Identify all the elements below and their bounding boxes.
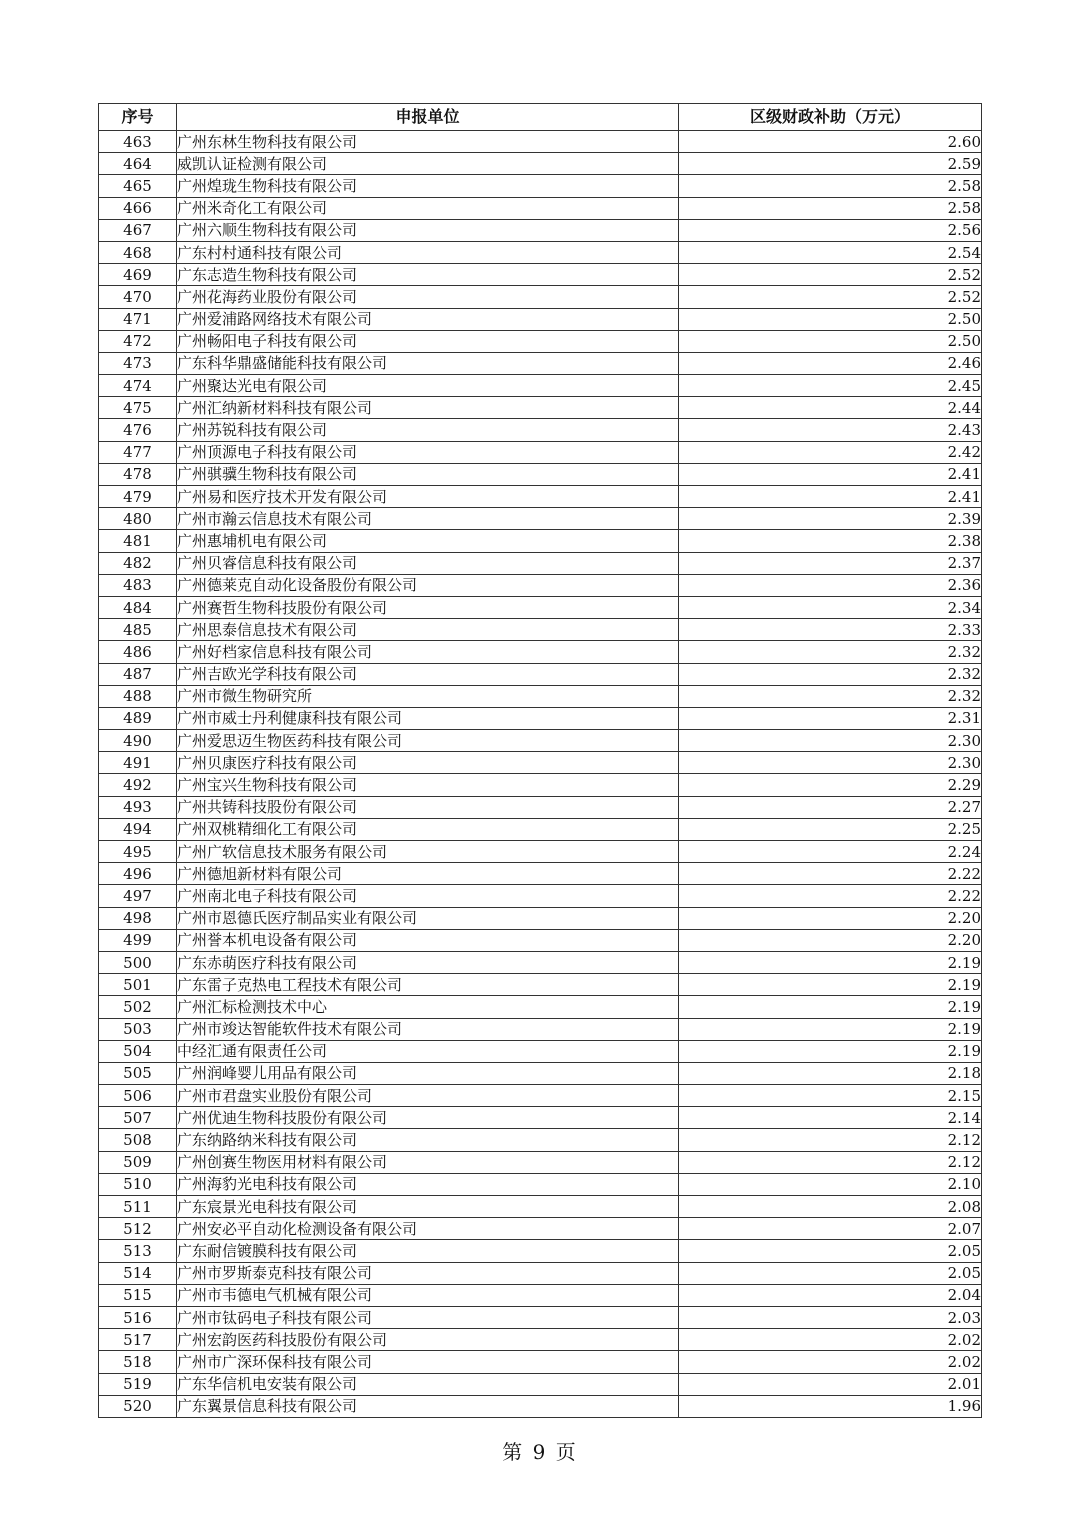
row-unit-name: 广州贝康医疗科技有限公司 bbox=[177, 752, 679, 774]
table-row bbox=[99, 774, 982, 796]
row-seq: 463 bbox=[99, 131, 177, 153]
row-seq: 486 bbox=[99, 641, 177, 663]
row-subsidy-value: 2.50 bbox=[679, 308, 982, 330]
row-unit-name: 广州优迪生物科技股份有限公司 bbox=[177, 1107, 679, 1129]
row-subsidy-value: 2.10 bbox=[679, 1173, 982, 1195]
row-subsidy-value: 2.36 bbox=[679, 574, 982, 596]
row-seq: 475 bbox=[99, 397, 177, 419]
table-row bbox=[99, 530, 982, 552]
subsidy-table bbox=[98, 103, 982, 1418]
row-seq: 497 bbox=[99, 885, 177, 907]
row-unit-name: 广州汇纳新材料科技有限公司 bbox=[177, 397, 679, 419]
row-subsidy-value: 2.54 bbox=[679, 241, 982, 263]
row-seq: 480 bbox=[99, 508, 177, 530]
table-row bbox=[99, 707, 982, 729]
table-row bbox=[99, 219, 982, 241]
table-row bbox=[99, 375, 982, 397]
table-row bbox=[99, 796, 982, 818]
row-unit-name: 广州苏锐科技有限公司 bbox=[177, 419, 679, 441]
row-unit-name: 广州米奇化工有限公司 bbox=[177, 197, 679, 219]
row-seq: 494 bbox=[99, 818, 177, 840]
row-subsidy-value: 2.22 bbox=[679, 885, 982, 907]
table-row bbox=[99, 552, 982, 574]
row-subsidy-value: 2.12 bbox=[679, 1129, 982, 1151]
table-row bbox=[99, 996, 982, 1018]
row-seq: 500 bbox=[99, 951, 177, 973]
row-seq: 477 bbox=[99, 441, 177, 463]
row-subsidy-value: 2.37 bbox=[679, 552, 982, 574]
table-row bbox=[99, 907, 982, 929]
row-unit-name: 广州德莱克自动化设备股份有限公司 bbox=[177, 574, 679, 596]
table-row bbox=[99, 1395, 982, 1417]
row-subsidy-value: 2.52 bbox=[679, 264, 982, 286]
row-unit-name: 广州市恩德氏医疗制品实业有限公司 bbox=[177, 907, 679, 929]
table-row bbox=[99, 574, 982, 596]
row-subsidy-value: 2.12 bbox=[679, 1151, 982, 1173]
table-row bbox=[99, 397, 982, 419]
row-subsidy-value: 2.01 bbox=[679, 1373, 982, 1395]
row-seq: 501 bbox=[99, 974, 177, 996]
row-unit-name: 广州广软信息技术服务有限公司 bbox=[177, 841, 679, 863]
row-subsidy-value: 2.27 bbox=[679, 796, 982, 818]
row-subsidy-value: 2.02 bbox=[679, 1329, 982, 1351]
row-unit-name: 广州市罗斯泰克科技有限公司 bbox=[177, 1262, 679, 1284]
row-seq: 499 bbox=[99, 929, 177, 951]
row-subsidy-value: 2.19 bbox=[679, 1040, 982, 1062]
table-row bbox=[99, 596, 982, 618]
row-seq: 465 bbox=[99, 175, 177, 197]
row-seq: 496 bbox=[99, 863, 177, 885]
row-subsidy-value: 2.39 bbox=[679, 508, 982, 530]
row-subsidy-value: 2.29 bbox=[679, 774, 982, 796]
table-row bbox=[99, 1129, 982, 1151]
row-unit-name: 广州骐骥生物科技有限公司 bbox=[177, 463, 679, 485]
row-seq: 470 bbox=[99, 286, 177, 308]
row-seq: 510 bbox=[99, 1173, 177, 1195]
row-subsidy-value: 2.07 bbox=[679, 1218, 982, 1240]
table-row bbox=[99, 1218, 982, 1240]
row-seq: 503 bbox=[99, 1018, 177, 1040]
table-row bbox=[99, 131, 982, 153]
table-row bbox=[99, 286, 982, 308]
header-subsidy: 区级财政补助（万元） bbox=[679, 104, 982, 131]
row-subsidy-value: 2.18 bbox=[679, 1062, 982, 1084]
row-unit-name: 广州聚达光电有限公司 bbox=[177, 375, 679, 397]
table-row bbox=[99, 1329, 982, 1351]
table-row bbox=[99, 153, 982, 175]
row-seq: 493 bbox=[99, 796, 177, 818]
row-subsidy-value: 2.19 bbox=[679, 996, 982, 1018]
table-row bbox=[99, 175, 982, 197]
row-unit-name: 广州易和医疗技术开发有限公司 bbox=[177, 486, 679, 508]
row-subsidy-value: 2.04 bbox=[679, 1284, 982, 1306]
row-seq: 482 bbox=[99, 552, 177, 574]
row-unit-name: 广州市瀚云信息技术有限公司 bbox=[177, 508, 679, 530]
row-subsidy-value: 2.41 bbox=[679, 486, 982, 508]
row-seq: 520 bbox=[99, 1395, 177, 1417]
row-seq: 519 bbox=[99, 1373, 177, 1395]
row-seq: 481 bbox=[99, 530, 177, 552]
table-row bbox=[99, 308, 982, 330]
row-unit-name: 广州爱思迈生物医药科技有限公司 bbox=[177, 730, 679, 752]
row-subsidy-value: 2.19 bbox=[679, 1018, 982, 1040]
row-unit-name: 广州誉本机电设备有限公司 bbox=[177, 929, 679, 951]
row-unit-name: 广州思泰信息技术有限公司 bbox=[177, 619, 679, 641]
row-subsidy-value: 2.32 bbox=[679, 685, 982, 707]
row-unit-name: 广州赛哲生物科技股份有限公司 bbox=[177, 596, 679, 618]
table-row bbox=[99, 974, 982, 996]
row-subsidy-value: 2.52 bbox=[679, 286, 982, 308]
row-unit-name: 广州市韦德电气机械有限公司 bbox=[177, 1284, 679, 1306]
row-unit-name: 广州德旭新材料有限公司 bbox=[177, 863, 679, 885]
row-unit-name: 广州宝兴生物科技有限公司 bbox=[177, 774, 679, 796]
table-row bbox=[99, 241, 982, 263]
row-seq: 491 bbox=[99, 752, 177, 774]
row-subsidy-value: 2.32 bbox=[679, 641, 982, 663]
row-subsidy-value: 2.30 bbox=[679, 730, 982, 752]
row-seq: 516 bbox=[99, 1306, 177, 1328]
row-subsidy-value: 1.96 bbox=[679, 1395, 982, 1417]
row-seq: 488 bbox=[99, 685, 177, 707]
row-seq: 473 bbox=[99, 352, 177, 374]
row-seq: 485 bbox=[99, 619, 177, 641]
row-seq: 476 bbox=[99, 419, 177, 441]
table-row bbox=[99, 1196, 982, 1218]
row-unit-name: 广州双桃精细化工有限公司 bbox=[177, 818, 679, 840]
row-subsidy-value: 2.24 bbox=[679, 841, 982, 863]
row-unit-name: 广州市广深环保科技有限公司 bbox=[177, 1351, 679, 1373]
table-row bbox=[99, 863, 982, 885]
table-row bbox=[99, 441, 982, 463]
row-unit-name: 广州吉欧光学科技有限公司 bbox=[177, 663, 679, 685]
row-unit-name: 广州花海药业股份有限公司 bbox=[177, 286, 679, 308]
row-seq: 484 bbox=[99, 596, 177, 618]
row-seq: 472 bbox=[99, 330, 177, 352]
row-unit-name: 广州贝睿信息科技有限公司 bbox=[177, 552, 679, 574]
row-subsidy-value: 2.50 bbox=[679, 330, 982, 352]
row-unit-name: 广东耐信镀膜科技有限公司 bbox=[177, 1240, 679, 1262]
table-row bbox=[99, 1240, 982, 1262]
row-seq: 490 bbox=[99, 730, 177, 752]
row-seq: 498 bbox=[99, 907, 177, 929]
table-row bbox=[99, 1173, 982, 1195]
row-subsidy-value: 2.59 bbox=[679, 153, 982, 175]
row-subsidy-value: 2.30 bbox=[679, 752, 982, 774]
row-subsidy-value: 2.41 bbox=[679, 463, 982, 485]
row-subsidy-value: 2.38 bbox=[679, 530, 982, 552]
row-unit-name: 广州海豹光电科技有限公司 bbox=[177, 1173, 679, 1195]
row-unit-name: 广州市微生物研究所 bbox=[177, 685, 679, 707]
row-seq: 514 bbox=[99, 1262, 177, 1284]
row-seq: 478 bbox=[99, 463, 177, 485]
table-row bbox=[99, 685, 982, 707]
table-row bbox=[99, 1306, 982, 1328]
row-subsidy-value: 2.45 bbox=[679, 375, 982, 397]
table-row bbox=[99, 951, 982, 973]
table-row bbox=[99, 463, 982, 485]
row-subsidy-value: 2.33 bbox=[679, 619, 982, 641]
table-row bbox=[99, 1107, 982, 1129]
table-row bbox=[99, 1262, 982, 1284]
row-subsidy-value: 2.46 bbox=[679, 352, 982, 374]
row-unit-name: 广州爱浦路网络技术有限公司 bbox=[177, 308, 679, 330]
row-unit-name: 广东村村通科技有限公司 bbox=[177, 241, 679, 263]
row-seq: 483 bbox=[99, 574, 177, 596]
table-row bbox=[99, 486, 982, 508]
row-unit-name: 广州六顺生物科技有限公司 bbox=[177, 219, 679, 241]
header-unit: 申报单位 bbox=[177, 104, 679, 131]
row-seq: 464 bbox=[99, 153, 177, 175]
row-seq: 492 bbox=[99, 774, 177, 796]
row-unit-name: 广州惠埔机电有限公司 bbox=[177, 530, 679, 552]
row-unit-name: 广州南北电子科技有限公司 bbox=[177, 885, 679, 907]
row-subsidy-value: 2.02 bbox=[679, 1351, 982, 1373]
page-number: 第 9 页 bbox=[502, 1440, 578, 1464]
row-unit-name: 广东赤萌医疗科技有限公司 bbox=[177, 951, 679, 973]
row-unit-name: 广州共铸科技股份有限公司 bbox=[177, 796, 679, 818]
table-row bbox=[99, 730, 982, 752]
row-seq: 467 bbox=[99, 219, 177, 241]
row-subsidy-value: 2.08 bbox=[679, 1196, 982, 1218]
row-unit-name: 广东翼景信息科技有限公司 bbox=[177, 1395, 679, 1417]
table-row bbox=[99, 1062, 982, 1084]
header-seq: 序号 bbox=[99, 104, 177, 131]
row-subsidy-value: 2.56 bbox=[679, 219, 982, 241]
table-row bbox=[99, 663, 982, 685]
row-subsidy-value: 2.14 bbox=[679, 1107, 982, 1129]
row-subsidy-value: 2.42 bbox=[679, 441, 982, 463]
row-seq: 502 bbox=[99, 996, 177, 1018]
row-seq: 487 bbox=[99, 663, 177, 685]
row-subsidy-value: 2.19 bbox=[679, 951, 982, 973]
row-unit-name: 广州煌珑生物科技有限公司 bbox=[177, 175, 679, 197]
table-row bbox=[99, 419, 982, 441]
row-seq: 508 bbox=[99, 1129, 177, 1151]
table-row bbox=[99, 352, 982, 374]
row-unit-name: 广东纳路纳米科技有限公司 bbox=[177, 1129, 679, 1151]
row-unit-name: 广州市竣达智能软件技术有限公司 bbox=[177, 1018, 679, 1040]
row-unit-name: 广州安必平自动化检测设备有限公司 bbox=[177, 1218, 679, 1240]
row-unit-name: 广东志造生物科技有限公司 bbox=[177, 264, 679, 286]
row-seq: 471 bbox=[99, 308, 177, 330]
table-row bbox=[99, 1151, 982, 1173]
row-unit-name: 广州汇标检测技术中心 bbox=[177, 996, 679, 1018]
row-unit-name: 广东雷子克热电工程技术有限公司 bbox=[177, 974, 679, 996]
table-row bbox=[99, 1040, 982, 1062]
row-unit-name: 广东华信机电安装有限公司 bbox=[177, 1373, 679, 1395]
row-subsidy-value: 2.32 bbox=[679, 663, 982, 685]
table-row bbox=[99, 619, 982, 641]
table-row bbox=[99, 1085, 982, 1107]
row-seq: 517 bbox=[99, 1329, 177, 1351]
row-seq: 512 bbox=[99, 1218, 177, 1240]
row-unit-name: 广州好档家信息科技有限公司 bbox=[177, 641, 679, 663]
row-unit-name: 广东科华鼎盛储能科技有限公司 bbox=[177, 352, 679, 374]
row-seq: 466 bbox=[99, 197, 177, 219]
row-subsidy-value: 2.05 bbox=[679, 1262, 982, 1284]
row-subsidy-value: 2.20 bbox=[679, 907, 982, 929]
row-seq: 468 bbox=[99, 241, 177, 263]
row-seq: 515 bbox=[99, 1284, 177, 1306]
row-unit-name: 广州创赛生物医用材料有限公司 bbox=[177, 1151, 679, 1173]
row-subsidy-value: 2.22 bbox=[679, 863, 982, 885]
table-row bbox=[99, 508, 982, 530]
row-seq: 489 bbox=[99, 707, 177, 729]
row-unit-name: 广州市钛码电子科技有限公司 bbox=[177, 1306, 679, 1328]
row-seq: 479 bbox=[99, 486, 177, 508]
row-unit-name: 中经汇通有限责任公司 bbox=[177, 1040, 679, 1062]
table-row bbox=[99, 1018, 982, 1040]
row-subsidy-value: 2.31 bbox=[679, 707, 982, 729]
row-seq: 518 bbox=[99, 1351, 177, 1373]
table-row bbox=[99, 1351, 982, 1373]
row-unit-name: 广州东林生物科技有限公司 bbox=[177, 131, 679, 153]
row-subsidy-value: 2.44 bbox=[679, 397, 982, 419]
row-seq: 506 bbox=[99, 1085, 177, 1107]
row-seq: 495 bbox=[99, 841, 177, 863]
row-subsidy-value: 2.15 bbox=[679, 1085, 982, 1107]
table-row bbox=[99, 641, 982, 663]
row-seq: 474 bbox=[99, 375, 177, 397]
row-seq: 505 bbox=[99, 1062, 177, 1084]
table-row bbox=[99, 330, 982, 352]
table-row bbox=[99, 929, 982, 951]
table-row bbox=[99, 841, 982, 863]
table-row bbox=[99, 1284, 982, 1306]
row-subsidy-value: 2.20 bbox=[679, 929, 982, 951]
row-subsidy-value: 2.03 bbox=[679, 1306, 982, 1328]
row-unit-name: 广州宏韵医药科技股份有限公司 bbox=[177, 1329, 679, 1351]
row-seq: 469 bbox=[99, 264, 177, 286]
row-subsidy-value: 2.60 bbox=[679, 131, 982, 153]
table-row bbox=[99, 197, 982, 219]
row-seq: 507 bbox=[99, 1107, 177, 1129]
row-subsidy-value: 2.25 bbox=[679, 818, 982, 840]
table-row bbox=[99, 885, 982, 907]
row-subsidy-value: 2.58 bbox=[679, 197, 982, 219]
table-row bbox=[99, 264, 982, 286]
row-unit-name: 广东宸景光电科技有限公司 bbox=[177, 1196, 679, 1218]
header-row bbox=[99, 104, 982, 131]
row-unit-name: 广州畅阳电子科技有限公司 bbox=[177, 330, 679, 352]
row-seq: 513 bbox=[99, 1240, 177, 1262]
row-seq: 511 bbox=[99, 1196, 177, 1218]
row-unit-name: 广州市威士丹利健康科技有限公司 bbox=[177, 707, 679, 729]
row-subsidy-value: 2.58 bbox=[679, 175, 982, 197]
row-subsidy-value: 2.19 bbox=[679, 974, 982, 996]
row-subsidy-value: 2.05 bbox=[679, 1240, 982, 1262]
row-seq: 504 bbox=[99, 1040, 177, 1062]
table-row bbox=[99, 818, 982, 840]
table-header bbox=[99, 104, 982, 131]
row-unit-name: 广州顶源电子科技有限公司 bbox=[177, 441, 679, 463]
row-unit-name: 广州润峰婴儿用品有限公司 bbox=[177, 1062, 679, 1084]
table-row bbox=[99, 1373, 982, 1395]
row-unit-name: 威凯认证检测有限公司 bbox=[177, 153, 679, 175]
row-subsidy-value: 2.43 bbox=[679, 419, 982, 441]
row-subsidy-value: 2.34 bbox=[679, 596, 982, 618]
row-unit-name: 广州市君盘实业股份有限公司 bbox=[177, 1085, 679, 1107]
table-body bbox=[99, 131, 982, 1418]
row-seq: 509 bbox=[99, 1151, 177, 1173]
table-row bbox=[99, 752, 982, 774]
